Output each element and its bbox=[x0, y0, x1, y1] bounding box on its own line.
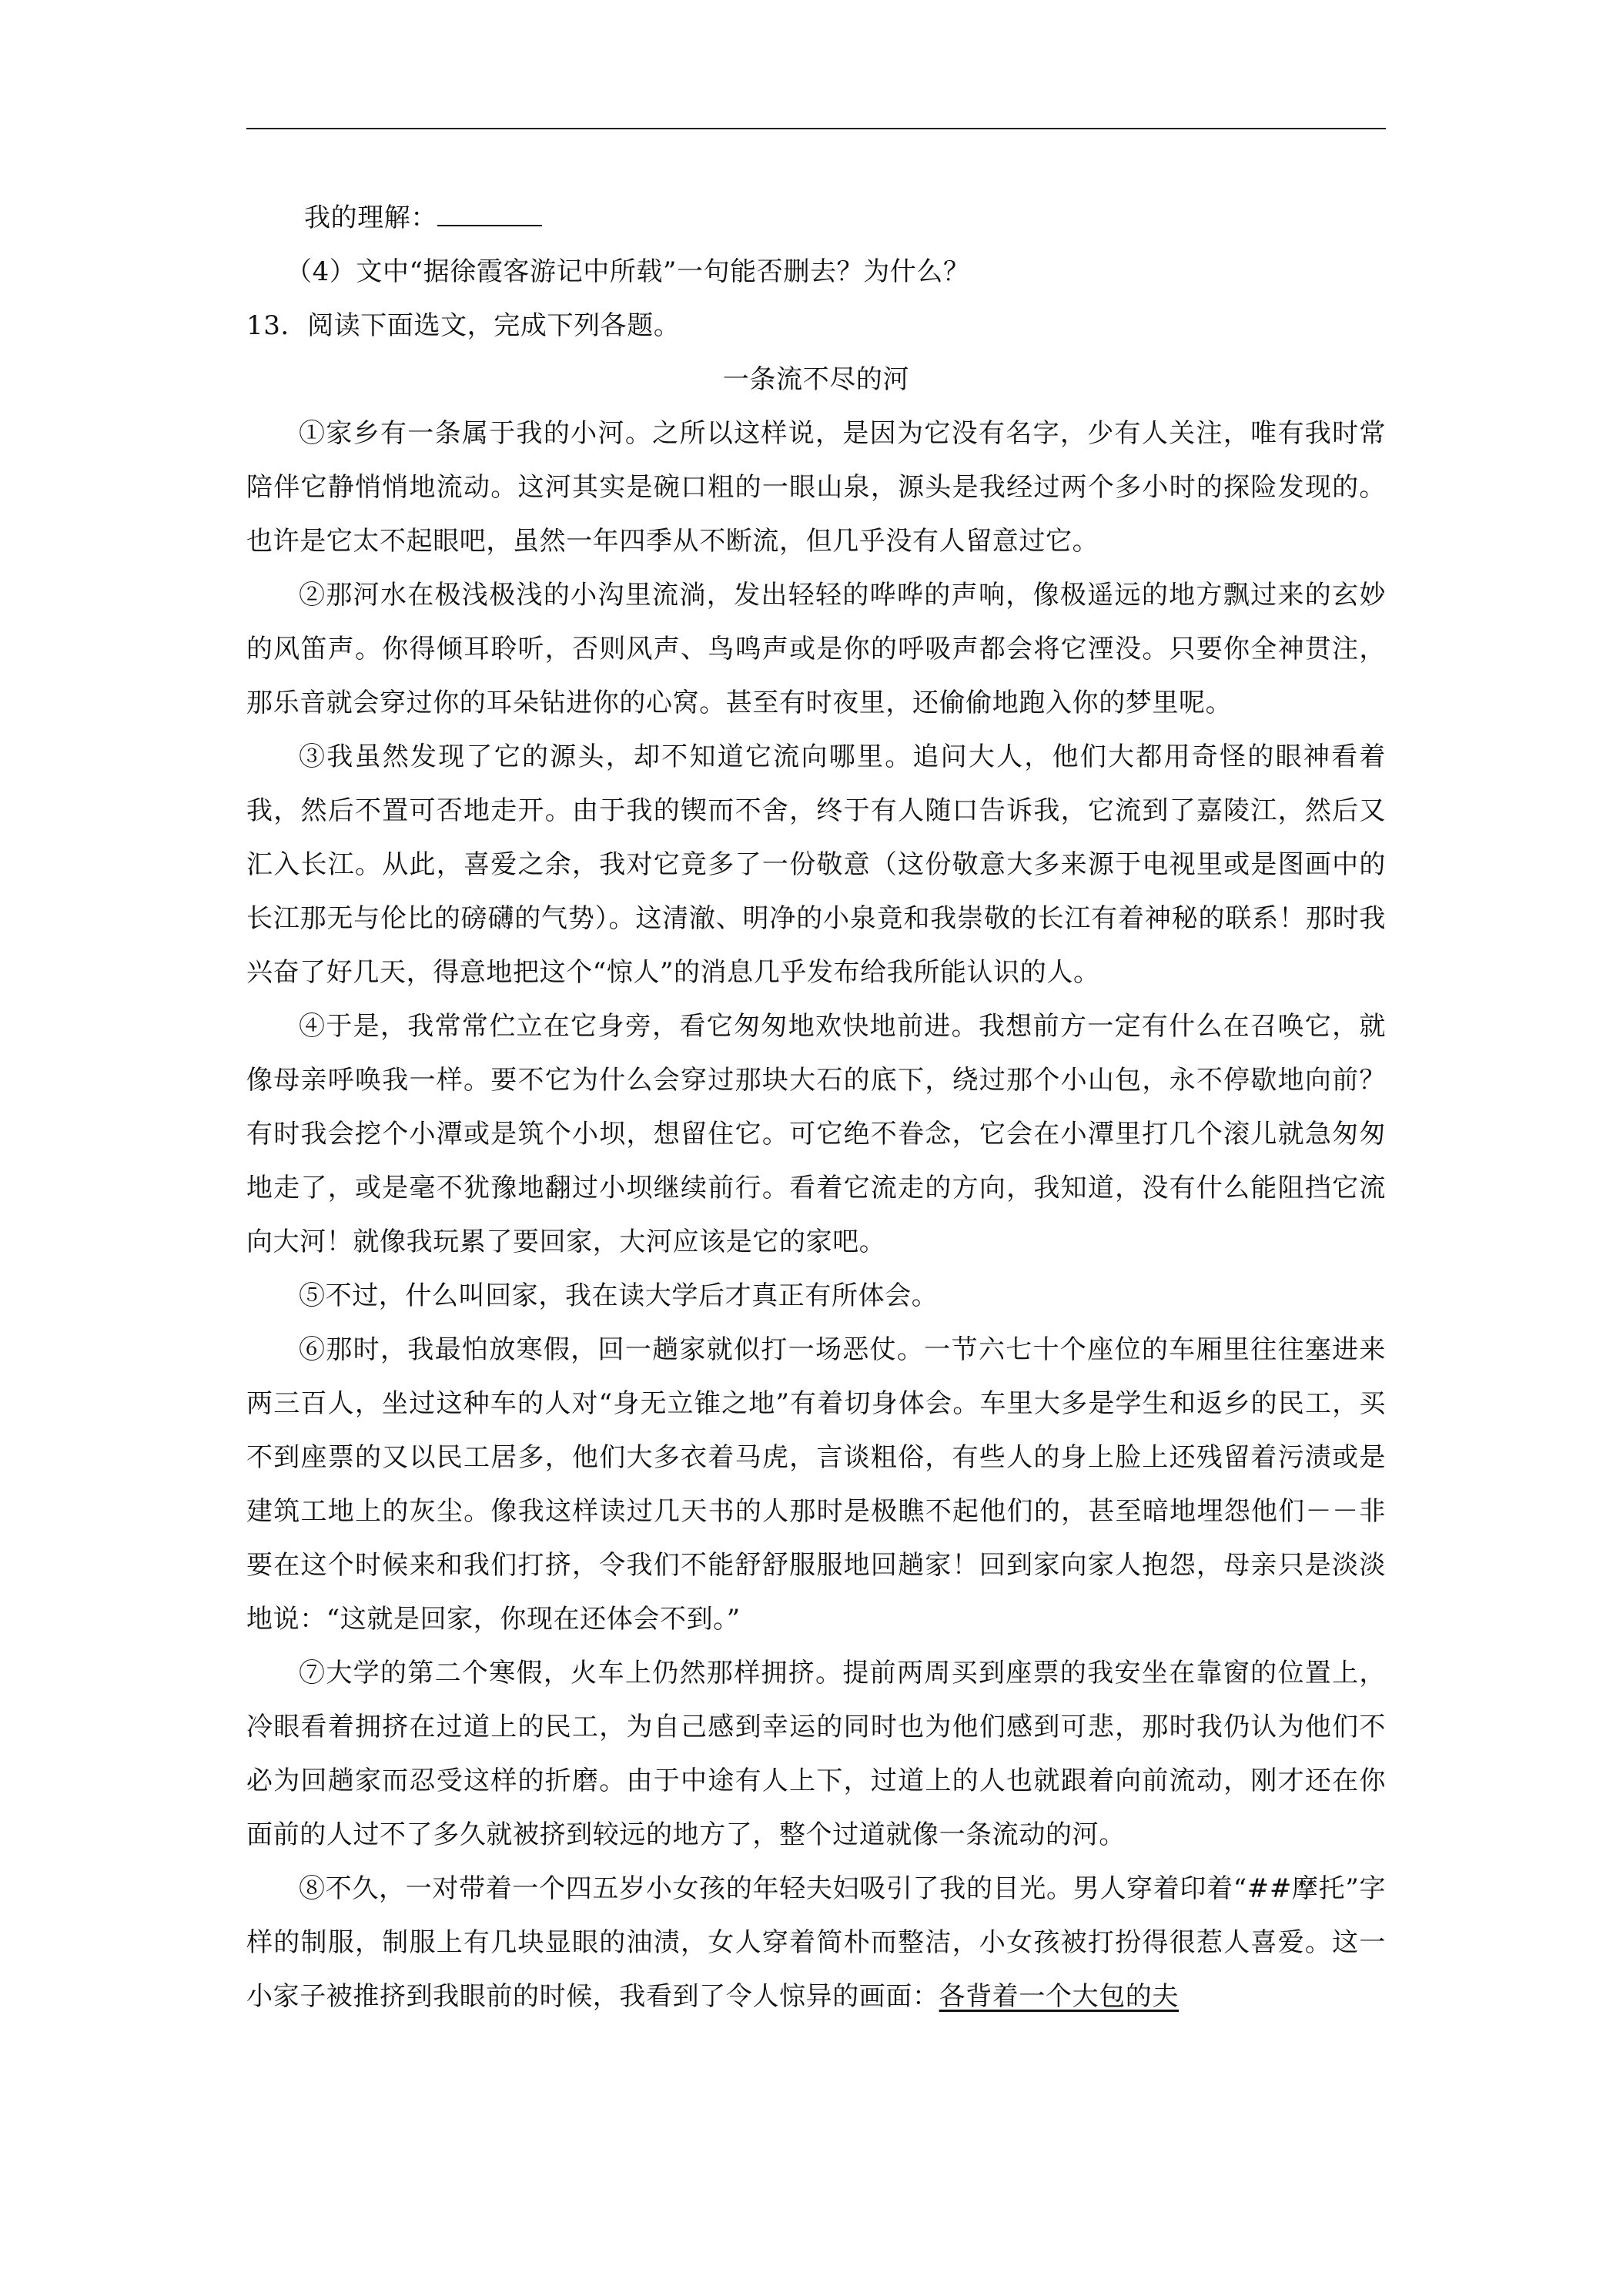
paragraph-8 bbox=[246, 1862, 1386, 2023]
answer-blank[interactable] bbox=[437, 199, 542, 226]
paragraph-6: ⑥那时，我最怕放寒假，回一趟家就似打一场恶仗。一节六七十个座位的车厢里往往塞进来两三百人，坐过这种车的人对“身无立锥之地”有着切身体会。车里大多是学生和返乡的民工，买不到座票的又以民工居多，他们大多衣着马虎，言谈粗俗，有些人的身上脸上还残留着污渍或是建筑工地上的灰尘。像我这样读过几天书的人那时是极瞧不起他们的，甚至暗地埋怨他们－－非要在这个时候来和我们打挤，令我们不能舒舒服服地回趟家！回到家向家人抱怨，母亲只是淡淡地说：“这就是回家，你现在还体会不到。” bbox=[246, 1334, 1386, 1635]
header-rule bbox=[246, 128, 1386, 129]
paragraph-7: ⑦大学的第二个寒假，火车上仍然那样拥挤。提前两周买到座票的我安坐在靠窗的位置上，冷眼看着拥挤在过道上的民工，为自己感到幸运的同时也为他们感到可悲，那时我仍认为他们不必为回趟家而忍受这样的折磨。由于中途有人上下，过道上的人也就跟着向前流动，刚才还在你面前的人过不了多久就被挤到较远的地方了，整个过道就像一条流动的河。 bbox=[246, 1658, 1386, 1850]
answer-label: 我的理解： bbox=[304, 202, 437, 233]
paragraph-8-underlined: 各背着一个大包的夫 bbox=[939, 1981, 1180, 2012]
document-body bbox=[246, 191, 1386, 2023]
question-4: （4）文中“据徐霞客游记中所载”一句能否删去？为什么？ bbox=[286, 256, 970, 287]
passage-title: 一条流不尽的河 bbox=[722, 364, 910, 395]
paragraph-8-text: ⑧不久，一对带着一个四五岁小女孩的年轻夫妇吸引了我的目光。男人穿着印着“##摩托”字样的制服，制服上有几块显眼的油渍，女人穿着简朴而整洁，小女孩被打扮得很惹人喜爱。这一小家子被推挤到我眼前的时候，我看到了令人惊异的画面： bbox=[246, 1873, 1386, 2012]
paragraph-4: ④于是，我常常伫立在它身旁，看它匆匆地欢快地前进。我想前方一定有什么在召唤它，就像母亲呼唤我一样。要不它为什么会穿过那块大石的底下，绕过那个小山包，永不停歇地向前？有时我会挖个小潭或是筑个小坝，想留住它。可它绝不眷念，它会在小潭里打几个滚儿就急匆匆地走了，或是毫不犹豫地翻过小坝继续前行。看着它流走的方向，我知道，没有什么能阻挡它流向大河！就像我玩累了要回家，大河应该是它的家吧。 bbox=[246, 1011, 1386, 1257]
paragraph-1: ①家乡有一条属于我的小河。之所以这样说，是因为它没有名字，少有人关注，唯有我时常陪伴它静悄悄地流动。这河其实是碗口粗的一眼山泉，源头是我经过两个多小时的探险发现的。也许是它太不起眼吧，虽然一年四季从不断流，但几乎没有人留意过它。 bbox=[246, 418, 1386, 557]
paragraph-2: ②那河水在极浅极浅的小沟里流淌，发出轻轻的哗哗的声响，像极遥远的地方飘过来的玄妙的风笛声。你得倾耳聆听，否则风声、鸟鸣声或是你的呼吸声都会将它湮没。只要你全神贯注，那乐音就会穿过你的耳朵钻进你的心窝。甚至有时夜里，还偷偷地跑入你的梦里呢。 bbox=[246, 580, 1386, 718]
paragraph-5: ⑤不过，什么叫回家，我在读大学后才真正有所体会。 bbox=[299, 1280, 939, 1311]
answer-line bbox=[246, 191, 1386, 245]
question-13: 13．阅读下面选文，完成下列各题。 bbox=[246, 310, 681, 341]
paragraph-3: ③我虽然发现了它的源头，却不知道它流向哪里。追问大人，他们大都用奇怪的眼神看着我，然后不置可否地走开。由于我的锲而不舍，终于有人随口告诉我，它流到了嘉陵江，然后又汇入长江。从此，喜爱之余，我对它竟多了一份敬意（这份敬意大多来源于电视里或是图画中的长江那无与伦比的磅礴的气势）。这清澈、明净的小泉竟和我崇敬的长江有着神秘的联系！那时我兴奋了好几天，得意地把这个“惊人”的消息几乎发布给我所能认识的人。 bbox=[246, 741, 1386, 988]
